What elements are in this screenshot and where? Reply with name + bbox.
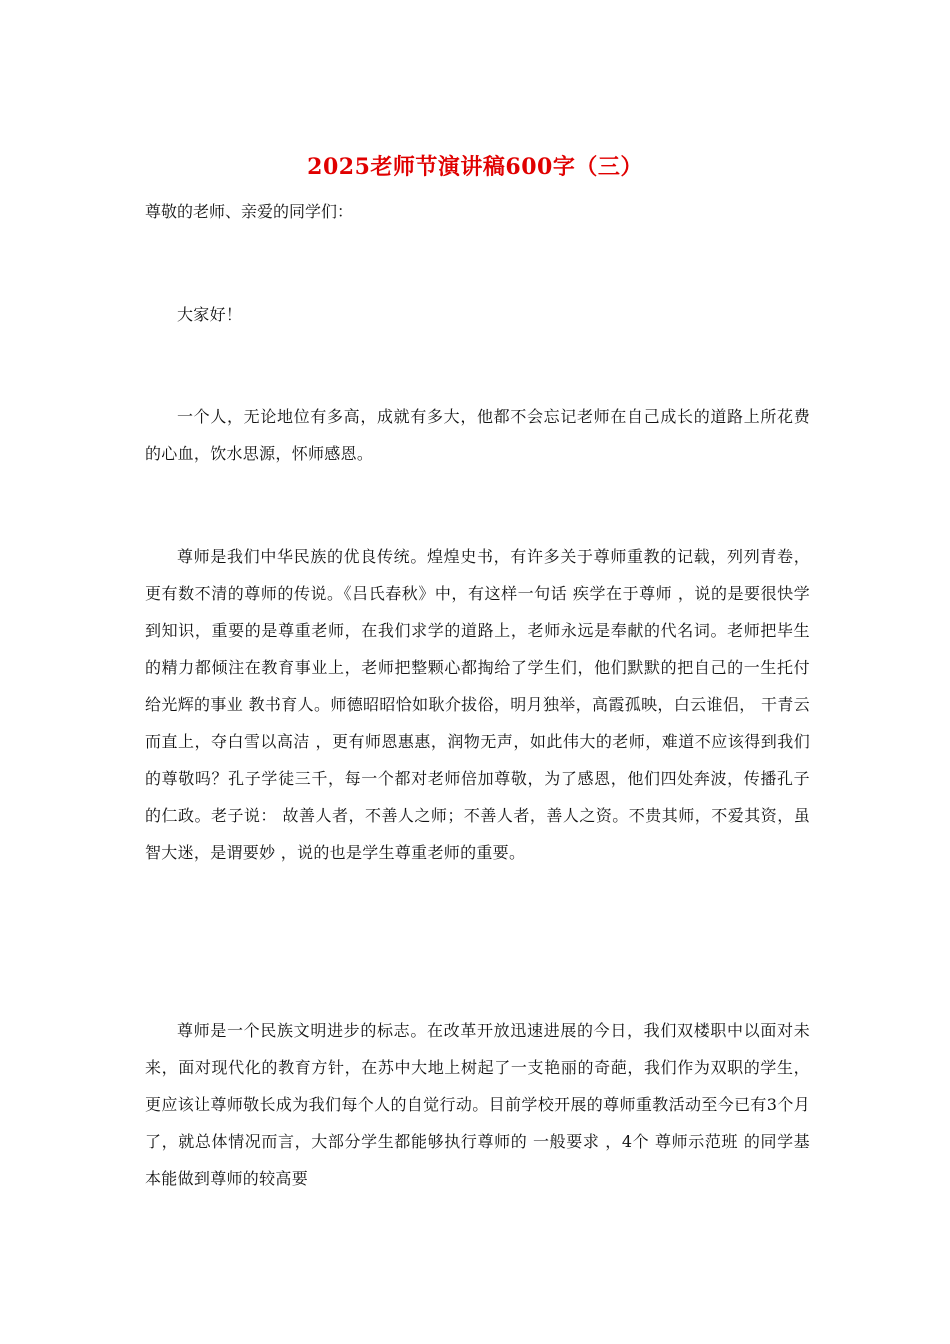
paragraph: 尊师是我们中华民族的优良传统。煌煌史书，有许多关于尊师重教的记载，列列青卷，更有数不清的尊师的传说。《吕氏春秋》中，有这样一句话 疾学在于尊师 ，说的是要很快学到知识，重要的是尊重老师，在我们求学的道路上，老师永远是奉献的代名词。老师把毕生的精力都倾注在教育事业上，老师把整颗心都掏给了学生们，他们默默的把自己的一生托付给光辉的事业 教书育人。师德昭昭恰如耿介拔俗，明月独举，高霞孤映，白云谁侣， 干青云而直上，夺白雪以高洁 ，更有师恩惠惠，润物无声，如此伟大的老师，难道不应该得到我们的尊敬吗？孔子学徒三千，每一个都对老师倍加尊敬，为了感恩，他们四处奔波，传播孔子的仁政。老子说： 故善人者，不善人之师；不善人者，善人之资。不贵其师，不爱其资，虽智大迷，是谓要妙 ，说的也是学生尊重老师的重要。: [145, 547, 810, 862]
paragraph: 一个人，无论地位有多高，成就有多大，他都不会忘记老师在自己成长的道路上所花费的心血，饮水思源，怀师感恩。: [145, 407, 810, 463]
paragraph: 尊师是一个民族文明进步的标志。在改革开放迅速进展的今日，我们双楼职中以面对未来，面对现代化的教育方针，在苏中大地上树起了一支艳丽的奇葩，我们作为双职的学生，更应该让尊师敬长成为我们每个人的自觉行动。目前学校开展的尊师重教活动至今已有3个月了，就总体情况而言，大部分学生都能够执行尊师的 一般要求 ，4个 尊师示范班 的同学基本能做到尊师的较高要: [145, 1021, 810, 1188]
salutation: 尊敬的老师、亲爱的同学们：: [145, 202, 354, 221]
paragraph-greeting: 大家好！: [177, 305, 243, 324]
document-title: 2025老师节演讲稿600字（三）: [307, 154, 643, 180]
